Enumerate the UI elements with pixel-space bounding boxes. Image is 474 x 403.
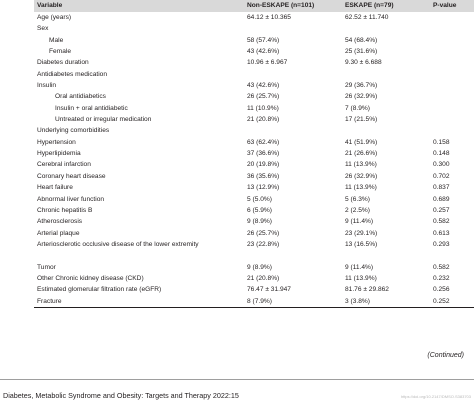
row-variable: Fracture bbox=[34, 296, 246, 308]
table-row bbox=[34, 80, 474, 91]
row-variable: Untreated or irregular medication bbox=[55, 116, 152, 124]
table-row bbox=[34, 216, 474, 227]
row-eskape-value: 25 (31.6%) bbox=[345, 48, 378, 56]
row-variable: Arterial plaque bbox=[37, 229, 80, 237]
row-eskape-value: 13 (16.5%) bbox=[345, 240, 378, 248]
row-variable: Cerebral infarction bbox=[37, 161, 91, 169]
row-eskape-value: 17 (21.5%) bbox=[345, 116, 378, 124]
row-p-value bbox=[432, 114, 474, 125]
row-non-eskape-value: 76.47 ± 31.947 bbox=[247, 286, 291, 294]
row-eskape-value: 5 (6.3%) bbox=[345, 195, 370, 203]
row-eskape-value bbox=[344, 125, 432, 136]
row-p-value: 0.256 bbox=[433, 286, 450, 294]
row-p-value: 0.300 bbox=[433, 161, 450, 169]
row-non-eskape-value bbox=[246, 125, 344, 136]
header-non-eskape: Non-ESKAPE (n=101) bbox=[247, 2, 315, 9]
row-variable: Female bbox=[49, 48, 71, 56]
row-variable: Oral antidiabetics bbox=[55, 93, 106, 101]
row-eskape-value bbox=[344, 69, 432, 80]
row-p-value bbox=[432, 35, 474, 46]
row-p-value: 0.837 bbox=[433, 184, 450, 192]
row-non-eskape-value: 63 (62.4%) bbox=[247, 138, 280, 146]
row-p-value bbox=[432, 23, 474, 34]
table-row bbox=[34, 23, 474, 34]
row-p-value: 0.689 bbox=[433, 195, 450, 203]
row-variable: Insulin bbox=[37, 82, 57, 90]
row-non-eskape-value: 43 (42.6%) bbox=[247, 82, 280, 90]
row-variable: Tumor bbox=[37, 263, 56, 271]
header-eskape: ESKAPE (n=79) bbox=[345, 2, 394, 9]
row-variable: Diabetes duration bbox=[37, 59, 89, 67]
row-p-value: 0.293 bbox=[433, 240, 450, 248]
row-p-value bbox=[432, 12, 474, 23]
row-variable: Male bbox=[49, 36, 64, 44]
row-p-value: 0.232 bbox=[433, 274, 450, 282]
row-variable: Hyperlipidemia bbox=[37, 150, 81, 158]
row-non-eskape-value bbox=[246, 23, 344, 34]
row-eskape-value: 11 (13.9%) bbox=[345, 274, 377, 282]
header-p-value: P-value bbox=[433, 2, 457, 9]
row-eskape-value: 26 (32.9%) bbox=[345, 172, 378, 180]
row-non-eskape-value: 36 (35.6%) bbox=[247, 172, 280, 180]
row-non-eskape-value: 37 (36.6%) bbox=[247, 150, 280, 158]
table-row bbox=[34, 296, 474, 308]
row-variable: Atherosclerosis bbox=[37, 218, 83, 226]
row-non-eskape-value: 6 (5.9%) bbox=[247, 206, 272, 214]
table-row bbox=[34, 125, 474, 136]
row-variable: Insulin + oral antidiabetic bbox=[55, 104, 128, 112]
table-row bbox=[34, 182, 474, 193]
row-p-value bbox=[432, 80, 474, 91]
row-eskape-value: 26 (32.9%) bbox=[345, 93, 378, 101]
row-eskape-value: 9.30 ± 6.688 bbox=[345, 59, 382, 67]
row-variable: Abnormal liver function bbox=[37, 195, 105, 203]
baseline-characteristics-table bbox=[34, 0, 474, 308]
row-p-value: 0.702 bbox=[433, 172, 450, 180]
row-non-eskape-value: 21 (20.8%) bbox=[247, 274, 280, 282]
table-row bbox=[34, 262, 474, 273]
table-row bbox=[34, 12, 474, 23]
row-variable: Antidiabetes medication bbox=[37, 70, 108, 78]
row-non-eskape-value: 26 (25.7%) bbox=[247, 93, 280, 101]
row-variable: Underlying comorbidities bbox=[37, 127, 110, 135]
row-non-eskape-value: 20 (19.8%) bbox=[247, 161, 280, 169]
table-header-row bbox=[34, 0, 474, 12]
row-variable: Estimated glomerular filtration rate (eGFR) bbox=[37, 286, 162, 294]
table-row bbox=[34, 159, 474, 170]
row-eskape-value: 81.76 ± 29.862 bbox=[345, 286, 389, 294]
table-row bbox=[34, 103, 474, 114]
row-eskape-value: 9 (11.4%) bbox=[345, 218, 374, 226]
row-eskape-value: 41 (51.9%) bbox=[345, 138, 378, 146]
row-p-value: 0.148 bbox=[433, 150, 450, 158]
row-non-eskape-value: 43 (42.6%) bbox=[247, 48, 280, 56]
row-p-value: 0.257 bbox=[433, 206, 450, 214]
row-p-value: 0.252 bbox=[432, 296, 474, 308]
row-variable: Arteriosclerotic occlusive disease of the lower extremity bbox=[37, 240, 199, 248]
row-eskape-value: 9 (11.4%) bbox=[345, 263, 374, 271]
row-non-eskape-value: 13 (12.9%) bbox=[247, 184, 280, 192]
row-non-eskape-value: 8 (7.9%) bbox=[246, 296, 344, 308]
row-eskape-value: 7 (8.9%) bbox=[345, 104, 370, 112]
row-non-eskape-value: 5 (5.0%) bbox=[247, 195, 272, 203]
row-non-eskape-value: 11 (10.9%) bbox=[247, 104, 279, 112]
row-eskape-value: 11 (13.9%) bbox=[345, 184, 377, 192]
row-p-value: 0.613 bbox=[433, 229, 450, 237]
row-p-value bbox=[432, 125, 474, 136]
table-row bbox=[34, 57, 474, 68]
row-non-eskape-value: 9 (8.9%) bbox=[247, 218, 272, 226]
continued-note: (Continued) bbox=[427, 352, 464, 359]
row-p-value bbox=[432, 69, 474, 80]
row-non-eskape-value: 9 (8.9%) bbox=[247, 263, 272, 271]
row-variable: Heart failure bbox=[37, 184, 73, 192]
table-row bbox=[34, 46, 474, 57]
table-row bbox=[34, 205, 474, 216]
row-eskape-value: 23 (29.1%) bbox=[345, 229, 378, 237]
row-p-value bbox=[432, 57, 474, 68]
row-variable: Sex bbox=[37, 25, 49, 33]
row-variable: Hypertension bbox=[37, 138, 76, 146]
table-row bbox=[34, 35, 474, 46]
table-row bbox=[34, 194, 474, 205]
row-variable: Age (years) bbox=[37, 14, 72, 21]
table-row bbox=[34, 284, 474, 295]
row-eskape-value: 2 (2.5%) bbox=[345, 206, 370, 214]
row-p-value: 0.582 bbox=[433, 218, 450, 226]
journal-citation: Diabetes, Metabolic Syndrome and Obesity: Targets and Therapy 2022:15 bbox=[3, 391, 239, 400]
row-non-eskape-value: 58 (57.4%) bbox=[247, 36, 280, 44]
row-p-value bbox=[432, 91, 474, 102]
row-eskape-value: 21 (26.6%) bbox=[345, 150, 378, 158]
table-row bbox=[34, 137, 474, 148]
row-non-eskape-value: 23 (22.8%) bbox=[247, 240, 280, 248]
table-row bbox=[34, 148, 474, 159]
row-non-eskape-value: 10.96 ± 6.967 bbox=[247, 59, 288, 67]
row-eskape-value: 11 (13.9%) bbox=[345, 161, 377, 169]
row-eskape-value: 3 (3.8%) bbox=[344, 296, 432, 308]
table-row bbox=[34, 273, 474, 284]
row-variable: Other Chronic kidney disease (CKD) bbox=[37, 274, 144, 282]
row-eskape-value: 54 (68.4%) bbox=[345, 36, 378, 44]
row-p-value: 0.158 bbox=[433, 138, 450, 146]
footer-divider bbox=[0, 379, 474, 380]
header-variable: Variable bbox=[37, 2, 63, 9]
row-non-eskape-value: 64.12 ± 10.365 bbox=[247, 14, 291, 21]
row-variable: Coronary heart disease bbox=[37, 172, 106, 180]
table-row bbox=[34, 228, 474, 239]
table-body bbox=[34, 12, 474, 307]
table-row bbox=[34, 114, 474, 125]
row-variable: Chronic hepatitis B bbox=[37, 206, 93, 214]
row-p-value bbox=[432, 46, 474, 57]
row-eskape-value bbox=[344, 23, 432, 34]
row-p-value bbox=[432, 103, 474, 114]
table-row bbox=[34, 91, 474, 102]
row-eskape-value: 62.52 ± 11.740 bbox=[345, 14, 389, 21]
row-non-eskape-value bbox=[246, 69, 344, 80]
row-eskape-value: 29 (36.7%) bbox=[345, 82, 378, 90]
table-row bbox=[34, 69, 474, 80]
row-non-eskape-value: 21 (20.8%) bbox=[247, 116, 280, 124]
table-row bbox=[34, 171, 474, 182]
row-p-value: 0.582 bbox=[433, 263, 450, 271]
table-row bbox=[34, 239, 474, 262]
doi-link[interactable]: https://doi.org/10.2147/DMSO.S383703 bbox=[400, 394, 471, 399]
row-non-eskape-value: 26 (25.7%) bbox=[247, 229, 280, 237]
